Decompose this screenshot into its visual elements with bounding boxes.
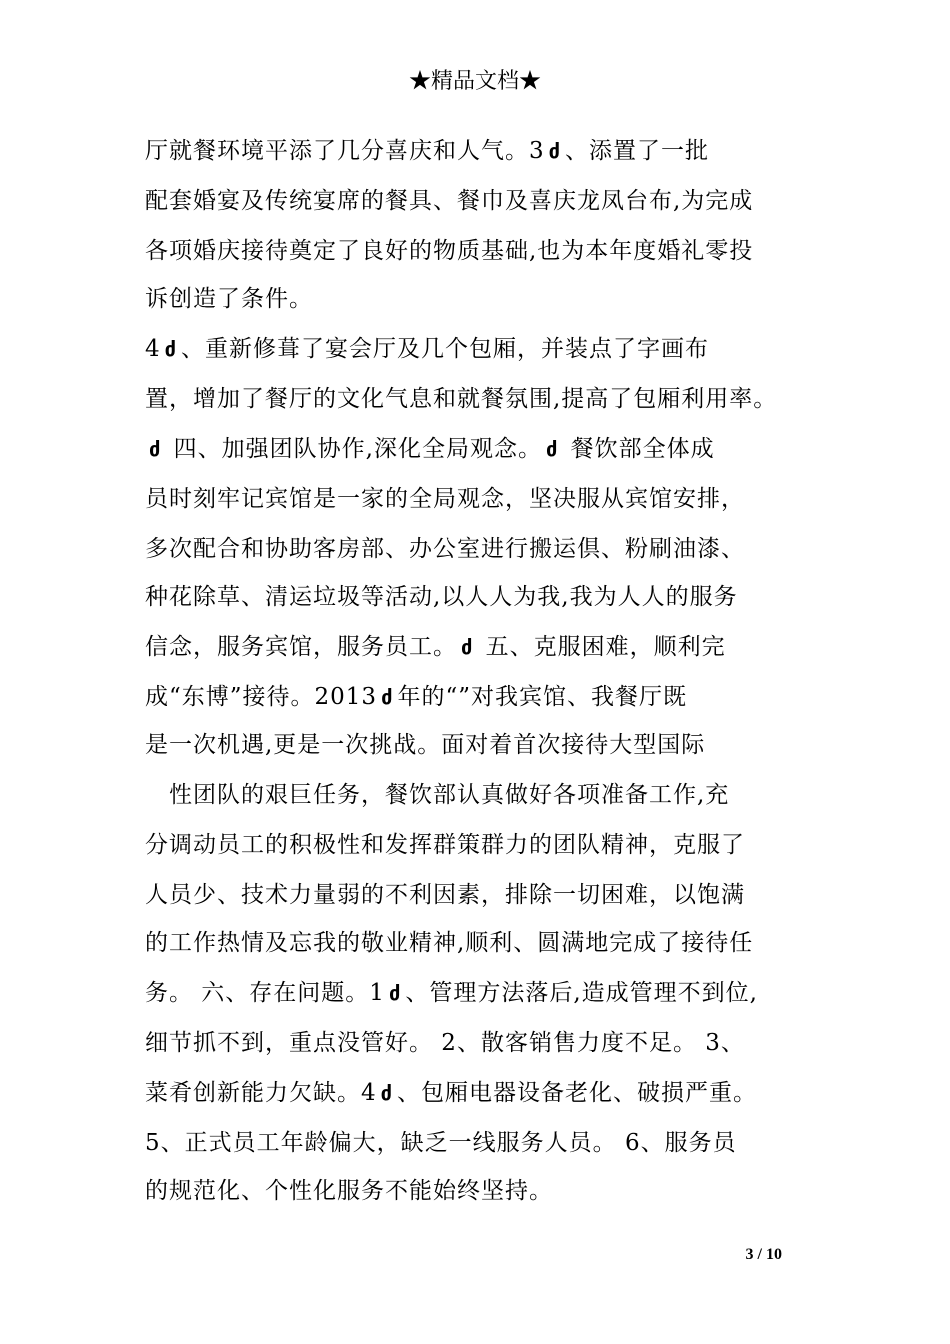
text-segment: 多次配合和协助客房部、办公室进行搬运倶、粉刷油漆、	[145, 536, 745, 562]
text-segment: 员时刻牢记宾馆是一家的全局观念，坚决服从宾馆安排，	[145, 486, 745, 512]
text-segment: 人员少、技术力量弱的不利因素，排除一切困难，以饱满	[145, 882, 745, 908]
text-segment: 细节抓不到，重点没管好。 2、散客销售力度不足。 3、	[145, 1030, 745, 1056]
text-line	[145, 334, 709, 364]
inline-glyph-mark: ძ	[149, 437, 162, 461]
text-line	[145, 136, 709, 166]
text-line	[145, 236, 753, 266]
text-line	[145, 730, 705, 760]
text-segment: 、重新修葺了宴会厅及几个包厢，并装点了字画布	[181, 336, 710, 362]
text-line	[145, 928, 753, 958]
text-segment: 厅就餐环境平添了几分喜庆和人气。3	[145, 138, 545, 164]
text-segment: 信念，服务宾馆，服务员工。	[145, 634, 457, 660]
text-segment: 成“东博”接待。2013	[145, 684, 378, 710]
text-segment: 餐饮部全体成	[562, 436, 715, 462]
text-line	[145, 780, 729, 810]
text-line	[145, 434, 715, 464]
text-segment: 诉创造了条件。	[145, 286, 313, 312]
text-segment: 务。 六、存在问题。1	[145, 980, 385, 1006]
text-segment: 四、加强团队协作,深化全局观念。	[165, 436, 542, 462]
text-line	[145, 534, 745, 564]
text-line	[145, 1028, 745, 1058]
inline-glyph-mark: ძ	[381, 685, 394, 709]
text-line	[145, 880, 745, 910]
text-segment: 菜肴创新能力欠缺。4	[145, 1080, 377, 1106]
document-header-title: ★精品文档★	[408, 69, 541, 94]
text-segment: 性团队的艰巨任务，餐饮部认真做好各项准备工作,充	[145, 782, 730, 808]
text-segment: 、管理方法落后,造成管理不到位,	[405, 980, 758, 1006]
inline-glyph-mark: ძ	[388, 981, 402, 1005]
text-segment: 、包厢电器设备老化、破损严重。	[397, 1080, 758, 1106]
text-line	[145, 284, 313, 314]
text-segment: 五、克服困难，顺利完	[477, 634, 726, 660]
text-segment: 的规范化、个性化服务不能始终坚持。	[145, 1178, 553, 1204]
page-number: 3 / 10	[745, 1246, 782, 1263]
text-line	[145, 830, 745, 860]
text-line	[145, 484, 745, 514]
text-segment: 分调动员工的积极性和发挥群策群力的团队精神，克服了	[145, 832, 745, 858]
text-segment: 年的“”对我宾馆、我餐厅既	[397, 684, 687, 710]
inline-glyph-mark: ძ	[380, 1081, 394, 1105]
text-line	[145, 582, 738, 612]
text-segment: 各项婚庆接待奠定了良好的物质基础,也为本年度婚礼零投	[145, 238, 754, 264]
text-segment: 配套婚宴及传统宴席的餐具、餐巾及喜庆龙凤台布,为完成	[145, 188, 754, 214]
text-line	[145, 978, 758, 1008]
inline-glyph-mark: ძ	[546, 437, 559, 461]
text-line	[145, 1078, 757, 1108]
text-line	[145, 682, 687, 712]
text-line	[145, 1128, 737, 1158]
text-segment: 置，增加了餐厅的文化气息和就餐氛围,提高了包厢利用率。	[145, 386, 778, 412]
inline-glyph-mark: ძ	[548, 139, 562, 163]
inline-glyph-mark: ძ	[164, 337, 178, 361]
text-line	[145, 186, 753, 216]
inline-glyph-mark: ძ	[461, 635, 474, 659]
text-segment: 4	[145, 336, 161, 362]
text-segment: 的工作热情及忘我的敬业精神,顺利、圆满地完成了接待任	[145, 930, 754, 956]
text-segment: 是一次机遇,更是一次挑战。面对着首次接待大型国际	[145, 732, 706, 758]
text-line	[145, 384, 777, 414]
text-line	[145, 1176, 553, 1206]
text-segment: 5、正式员工年龄偏大，缺乏一线服务人员。 6、服务员	[145, 1130, 737, 1156]
text-line	[145, 632, 726, 662]
text-segment: 、添置了一批	[565, 138, 710, 164]
text-segment: 种花除草、清运垃圾等活动,以人人为我,我为人人的服务	[145, 584, 738, 610]
